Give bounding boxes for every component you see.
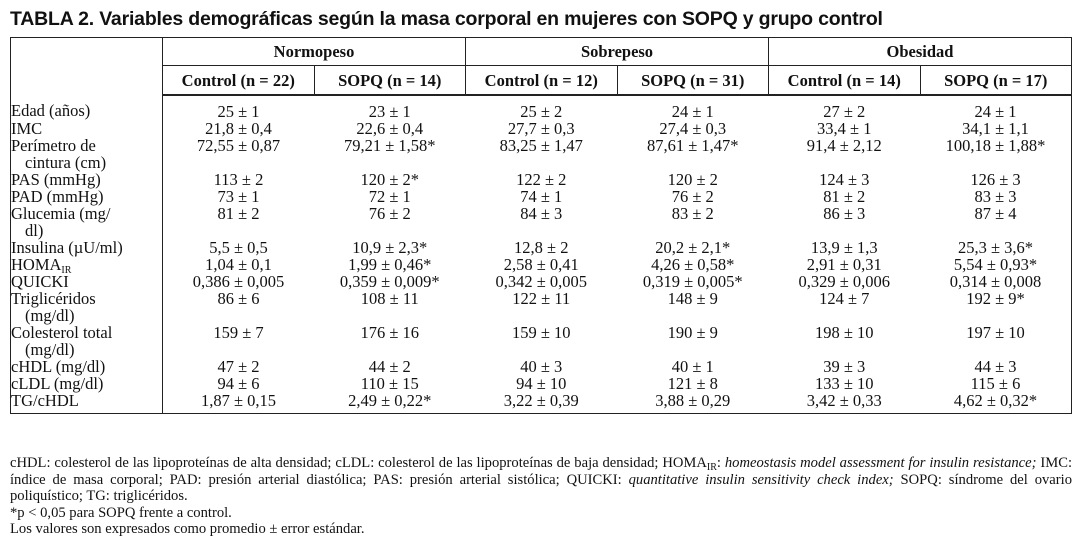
table-cell: 1,87 ± 0,15 xyxy=(200,391,277,410)
table-cell: 4,62 ± 0,32* xyxy=(953,391,1038,410)
table-cell: 91,4 ± 2,12 xyxy=(806,136,882,155)
table-cell: 27 ± 2 xyxy=(823,102,866,121)
table-cell: 124 ± 3 xyxy=(819,170,870,189)
row-label: Triglicéridos (mg/dl) xyxy=(11,290,163,324)
table-cell: 73 ± 1 xyxy=(217,187,260,206)
table-cell: 0,319 ± 0,005* xyxy=(642,272,743,291)
table-cell: 84 ± 3 xyxy=(520,204,563,223)
table-row xyxy=(11,375,1072,392)
table-cell: 100,18 ± 1,88* xyxy=(945,136,1046,155)
row-label: Colesterol total (mg/dl) xyxy=(11,324,163,358)
table-cell: 4,26 ± 0,58* xyxy=(651,255,735,274)
table-row xyxy=(11,137,1072,171)
column-header: Control (n = 12) xyxy=(466,66,618,96)
values-note: Los valores son expresados como promedio ± error estándar. xyxy=(10,521,365,537)
column-header: SOPQ (n = 14) xyxy=(314,66,466,96)
table-cell: 21,8 ± 0,4 xyxy=(205,119,272,138)
table-cell: 87,61 ± 1,47* xyxy=(646,136,739,155)
group-header: Obesidad xyxy=(769,38,1072,66)
table-cell: 0,314 ± 0,008 xyxy=(949,272,1042,291)
group-header-row xyxy=(11,38,1072,66)
table-cell: 76 ± 2 xyxy=(671,187,714,206)
table-row xyxy=(11,324,1072,358)
table-cell: 10,9 ± 2,3* xyxy=(352,238,428,257)
table-row xyxy=(11,290,1072,324)
table-cell: 2,49 ± 0,22* xyxy=(348,391,432,410)
table-row xyxy=(11,273,1072,290)
table-cell: 133 ± 10 xyxy=(814,374,874,393)
table-cell: 25,3 ± 3,6* xyxy=(957,238,1034,257)
row-label: Glucemia (mg/ dl) xyxy=(11,205,163,239)
table-cell: 33,4 ± 1 xyxy=(817,119,872,138)
table-cell: 3,22 ± 0,39 xyxy=(503,391,579,410)
table-cell: 113 ± 2 xyxy=(213,170,264,189)
table-title: TABLA 2. Variables demográficas según la masa corporal en mujeres con SOPQ y grupo control xyxy=(10,8,883,30)
table-cell: 2,58 ± 0,41 xyxy=(503,255,579,274)
table-cell: 25 ± 2 xyxy=(520,102,563,121)
table-cell: 72,55 ± 0,87 xyxy=(196,136,281,155)
subgroup-header-row xyxy=(11,66,1072,96)
corner-cell xyxy=(11,38,163,96)
row-label: $HOMA_{IR}$ xyxy=(11,256,163,273)
table-cell: 148 ± 9 xyxy=(667,289,718,308)
table-cell: 110 ± 15 xyxy=(360,374,419,393)
table-cell: 122 ± 11 xyxy=(512,289,571,308)
row-label: Insulina (µU/ml) xyxy=(11,239,163,256)
table-cell: 3,42 ± 0,33 xyxy=(806,391,882,410)
table-cell: 44 ± 3 xyxy=(974,357,1017,376)
column-header: Control (n = 14) xyxy=(769,66,921,96)
row-label: PAD (mmHg) xyxy=(11,188,163,205)
abbreviations-note: cHDL: colesterol de las lipoproteínas de alta densidad; cLDL: colesterol de las lipoproteínas de baja densidad; $HOMA_{IR}$: homeostasis model assessment for insulin resistance; IMC: índice de masa corporal; PAD: presión arterial diastólica; PAS: presión arterial sistólica; QUICKI: quantitative insulin sensitivity check index; SOPQ: síndrome del ovario poliquístico; TG: triglicéridos. xyxy=(10,455,1073,504)
table-cell: 198 ± 10 xyxy=(814,323,874,342)
table-cell: 44 ± 2 xyxy=(368,357,411,376)
table-cell: 159 ± 7 xyxy=(213,323,264,342)
table-row xyxy=(11,171,1072,188)
table-cell: 24 ± 1 xyxy=(974,102,1017,121)
row-label: QUICKI xyxy=(11,273,163,290)
group-header: Sobrepeso xyxy=(466,38,769,66)
footnotes xyxy=(10,455,1072,538)
table-cell: 27,7 ± 0,3 xyxy=(507,119,575,138)
table-cell: 124 ± 7 xyxy=(819,289,870,308)
table-cell: 27,4 ± 0,3 xyxy=(659,119,727,138)
table-cell: 5,5 ± 0,5 xyxy=(209,238,268,257)
row-label: Edad (años) xyxy=(11,95,163,120)
table-cell: 76 ± 2 xyxy=(368,204,411,223)
table-cell: 0,342 ± 0,005 xyxy=(495,272,588,291)
table-cell: 40 ± 3 xyxy=(520,357,563,376)
table-row xyxy=(11,188,1072,205)
table-cell: 79,21 ± 1,58* xyxy=(343,136,436,155)
table-cell: 197 ± 10 xyxy=(966,323,1025,342)
table-row xyxy=(11,239,1072,256)
table-cell: 83,25 ± 1,47 xyxy=(499,136,583,155)
row-label: TG/cHDL xyxy=(11,392,163,414)
table-row xyxy=(11,256,1072,273)
table-cell: 12,8 ± 2 xyxy=(514,238,569,257)
table-cell: 159 ± 10 xyxy=(511,323,571,342)
row-label: Perímetro de cintura (cm) xyxy=(11,137,163,171)
table-row xyxy=(11,95,1072,120)
column-header: SOPQ (n = 17) xyxy=(920,66,1072,96)
table-row xyxy=(11,392,1072,414)
table-cell: 115 ± 6 xyxy=(970,374,1021,393)
table-cell: 192 ± 9* xyxy=(966,289,1025,308)
column-header: SOPQ (n = 31) xyxy=(617,66,769,96)
table-cell: 74 ± 1 xyxy=(520,187,563,206)
table-cell: 83 ± 3 xyxy=(974,187,1017,206)
table-cell: 40 ± 1 xyxy=(671,357,714,376)
table-cell: 120 ± 2 xyxy=(667,170,718,189)
table-cell: 0,386 ± 0,005 xyxy=(192,272,285,291)
significance-note: *p < 0,05 para SOPQ frente a control. xyxy=(10,504,232,521)
group-header: Normopeso xyxy=(163,38,466,66)
row-label: IMC xyxy=(11,120,163,137)
table-cell: 23 ± 1 xyxy=(368,102,411,121)
table-cell: 5,54 ± 0,93* xyxy=(953,255,1038,274)
table-cell: 2,91 ± 0,31 xyxy=(806,255,882,274)
row-label: cHDL (mg/dl) xyxy=(11,358,163,375)
table-cell: 1,99 ± 0,46* xyxy=(348,255,432,274)
table-cell: 176 ± 16 xyxy=(360,323,420,342)
table-body xyxy=(11,95,1072,414)
table-row xyxy=(11,205,1072,239)
table-cell: 0,329 ± 0,006 xyxy=(798,272,891,291)
table-cell: 20,2 ± 2,1* xyxy=(655,238,731,257)
table-cell: 108 ± 11 xyxy=(360,289,419,308)
table-cell: 120 ± 2* xyxy=(360,170,420,189)
table-cell: 94 ± 6 xyxy=(217,374,260,393)
table-cell: 81 ± 2 xyxy=(823,187,866,206)
table-cell: 39 ± 3 xyxy=(823,357,866,376)
data-table xyxy=(10,37,1072,414)
table-cell: 24 ± 1 xyxy=(671,102,714,121)
table-cell: 121 ± 8 xyxy=(667,374,718,393)
table-cell: 3,88 ± 0,29 xyxy=(655,391,731,410)
table-cell: 72 ± 1 xyxy=(368,187,411,206)
table-cell: 94 ± 10 xyxy=(516,374,567,393)
table-cell: 190 ± 9 xyxy=(667,323,718,342)
column-header: Control (n = 22) xyxy=(163,66,315,96)
row-label: cLDL (mg/dl) xyxy=(11,375,163,392)
table-cell: 34,1 ± 1,1 xyxy=(962,119,1029,138)
table-cell: 87 ± 4 xyxy=(974,204,1017,223)
table-cell: 25 ± 1 xyxy=(217,102,260,121)
table-cell: 83 ± 2 xyxy=(671,204,714,223)
table-cell: 22,6 ± 0,4 xyxy=(356,119,424,138)
table-cell: 0,359 ± 0,009* xyxy=(339,272,440,291)
table-cell: 1,04 ± 0,1 xyxy=(205,255,272,274)
table-cell: 122 ± 2 xyxy=(516,170,567,189)
table-cell: 86 ± 6 xyxy=(217,289,260,308)
table-cell: 86 ± 3 xyxy=(823,204,866,223)
table-row xyxy=(11,120,1072,137)
row-label: PAS (mmHg) xyxy=(11,171,163,188)
table-cell: 126 ± 3 xyxy=(970,170,1021,189)
table-cell: 13,9 ± 1,3 xyxy=(810,238,878,257)
table-cell: 47 ± 2 xyxy=(217,357,260,376)
table-row xyxy=(11,358,1072,375)
table-cell: 81 ± 2 xyxy=(217,204,260,223)
